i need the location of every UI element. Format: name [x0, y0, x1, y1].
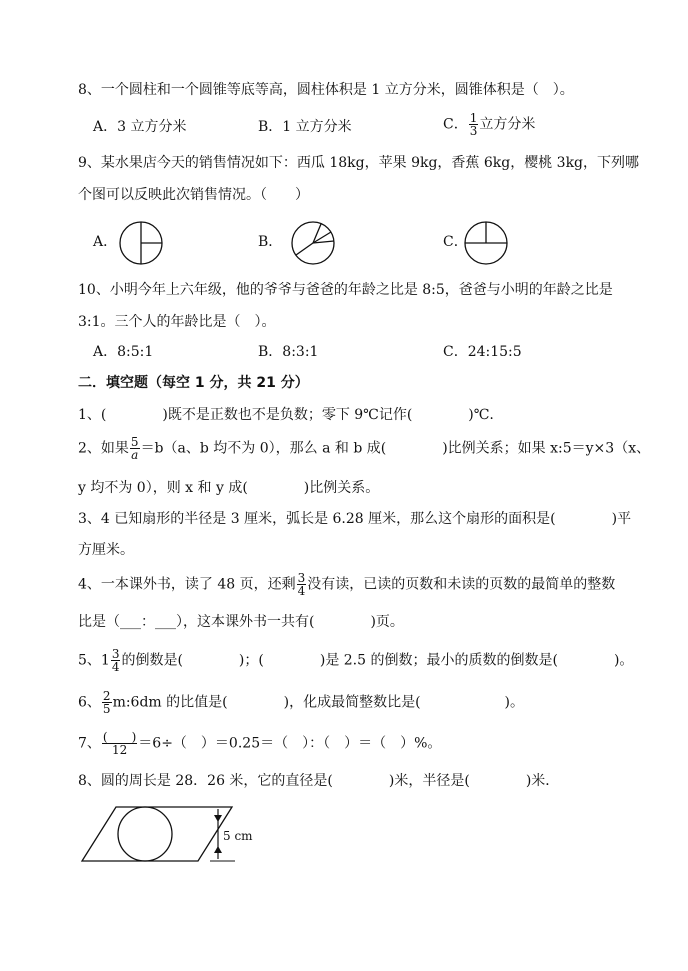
fraction-denominator: 3 [469, 124, 478, 138]
pie-chart-b [290, 220, 336, 266]
fill-3-line2: 方厘米。 [78, 542, 134, 558]
fraction-one-third [469, 112, 479, 137]
q9-option-b-label: B． [258, 234, 283, 250]
height-label: 5 cm [223, 829, 253, 843]
fraction-numerator: 2 [102, 689, 111, 703]
q10-option-b: B．8:3:1 [258, 344, 319, 360]
q9-option-a-label: A． [93, 234, 118, 250]
fraction-denominator: 5 [102, 702, 111, 716]
fill-7 [78, 731, 441, 756]
fill-2-prefix: 2、如果 [78, 440, 129, 457]
fill-5-prefix: 5、1 [78, 652, 110, 669]
fill-7-prefix: 7、 [78, 735, 101, 752]
q9-option-c-label: C． [443, 234, 468, 250]
fill-2-rest: ＝b（a、b 均不为 0），那么 a 和 b 成( )比例关系；如果 x:5＝y×3（x、 [140, 440, 651, 457]
fraction-three-quarters [111, 648, 121, 673]
fill-6-rest: m:6dm 的比值是( )，化成最简整数比是( )。 [112, 694, 524, 711]
q8-option-c-prefix: C． [443, 116, 468, 133]
fraction-blank-over-12 [102, 731, 137, 756]
fraction-numerator: 5 [130, 435, 139, 449]
pie-chart-c [463, 220, 509, 266]
fill-5 [78, 648, 633, 673]
fraction-numerator: 3 [297, 571, 306, 585]
q8-option-a: A．3 立方分米 [93, 119, 187, 135]
q8-option-c [443, 112, 535, 137]
fill-4-prefix: 4、一本课外书，读了 48 页，还剩 [78, 576, 296, 593]
fraction-numerator: 3 [111, 647, 120, 661]
fill-4-line1 [78, 572, 615, 597]
q8-option-c-unit: 立方分米 [479, 116, 536, 133]
fraction-denominator: a [131, 448, 139, 462]
fraction-numerator: 1 [469, 111, 478, 125]
q10-line2: 3:1。三个人的年龄比是（ ）。 [78, 314, 276, 330]
fill-3-line1: 3、4 已知扇形的半径是 3 厘米，弧长是 6.28 厘米，那么这个扇形的面积是( )平 [78, 511, 632, 527]
q10-line1: 10、小明今年上六年级，他的爷爷与爸爸的年龄之比是 8:5，爸爸与小明的年龄之比是 [78, 282, 613, 298]
fraction-three-quarters [297, 572, 307, 597]
fraction-two-fifths [102, 690, 112, 715]
fill-7-rest: ＝6÷（ ）＝0.25＝（ ）：（ ）＝（ ）%。 [138, 735, 442, 752]
fill-5-rest: 的倒数是( )；( )是 2.5 的倒数；最小的质数的倒数是( )。 [121, 652, 634, 669]
fill-2-line2: y 均不为 0），则 x 和 y 成( )比例关系。 [78, 480, 380, 496]
q8-option-b: B．1 立方分米 [258, 119, 352, 135]
fraction-denominator: 4 [297, 584, 306, 598]
fraction-numerator: ( ) [102, 730, 137, 744]
fill-4-line2: 比是（___：___），这本课外书一共有( )页。 [78, 614, 404, 630]
fill-8: 8、圆的周长是 28．26 米，它的直径是( )米，半径是( )米． [78, 773, 560, 789]
fill-1: 1、( )既不是正数也不是负数；零下 9℃记作( )℃. [78, 407, 494, 423]
q10-option-a: A．8:5:1 [93, 344, 154, 360]
q10-option-c: C．24:15:5 [443, 344, 522, 360]
fraction-denominator: 12 [111, 743, 128, 757]
q8-text: 8、一个圆柱和一个圆锥等底等高，圆柱体积是 1 立方分米，圆锥体积是（ ）。 [78, 82, 574, 98]
fraction-denominator: 4 [111, 660, 120, 674]
q9-line2: 个图可以反映此次销售情况。（ ） [78, 187, 309, 203]
pie-chart-a [118, 220, 164, 266]
fill-4-rest: 没有读，已读的页数和未读的页数的最简单的整数 [307, 576, 616, 593]
section-title: 二．填空题（每空 1 分，共 21 分） [78, 375, 309, 391]
fill-6 [78, 690, 524, 715]
fill-2-line1 [78, 436, 650, 461]
q9-line1: 9、某水果店今天的销售情况如下：西瓜 18kg，苹果 9kg，香蕉 6kg，樱桃 3kg，下列哪 [78, 155, 640, 171]
fraction-5-over-a [130, 436, 140, 461]
fill-6-prefix: 6、 [78, 694, 101, 711]
